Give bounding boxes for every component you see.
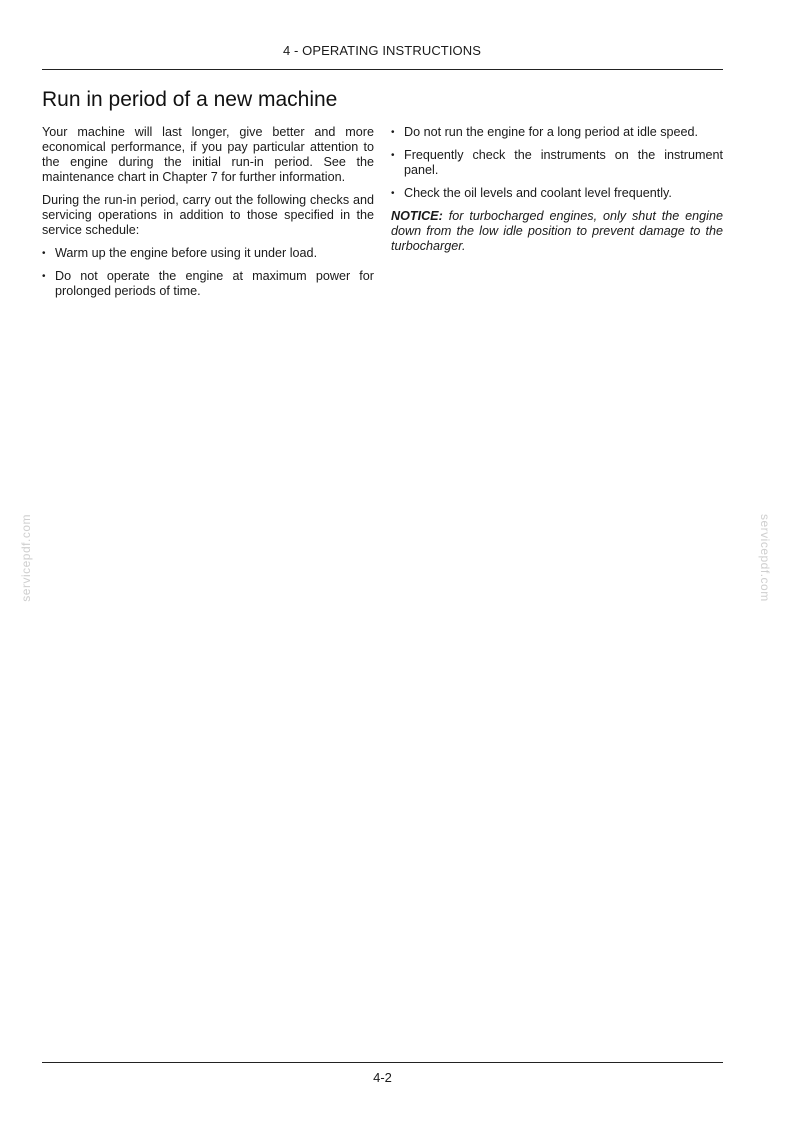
list-item: • Do not operate the engine at maximum power for prolonged periods of time. (42, 269, 374, 299)
list-item: • Do not run the engine for a long period at idle speed. (391, 125, 723, 140)
page-number: 4-2 (373, 1070, 392, 1085)
notice-paragraph (391, 209, 723, 254)
list-item: • Frequently check the instruments on the instrument panel. (391, 148, 723, 178)
checks-list-left (42, 246, 374, 299)
page-title: Run in period of a new machine (42, 88, 338, 111)
checks-paragraph: During the run-in period, carry out the following checks and servicing operations in addition to those specified in the service schedule: (42, 193, 374, 237)
checks-list-right (391, 125, 723, 201)
notice-text: for turbocharged engines, only shut the engine down from the low idle position to prevent damage to the turbocharger. (391, 209, 723, 253)
footer-divider (42, 1062, 723, 1063)
header-divider (42, 69, 723, 70)
intro-paragraph: Your machine will last longer, give better and more economical performance, if you pay particular attention to the engine during the initial run-in period. See the maintenance chart in Chapter 7 for further information. (42, 125, 374, 184)
notice-label: NOTICE: (391, 209, 443, 223)
list-item: • Warm up the engine before using it under load. (42, 246, 374, 261)
section-header: 4 - OPERATING INSTRUCTIONS (282, 43, 482, 58)
right-column (391, 125, 723, 262)
watermark-right: servicepdf.com (758, 514, 772, 602)
left-column (42, 125, 374, 307)
list-item: • Check the oil levels and coolant level frequently. (391, 186, 723, 201)
watermark-left: servicepdf.com (19, 514, 33, 602)
